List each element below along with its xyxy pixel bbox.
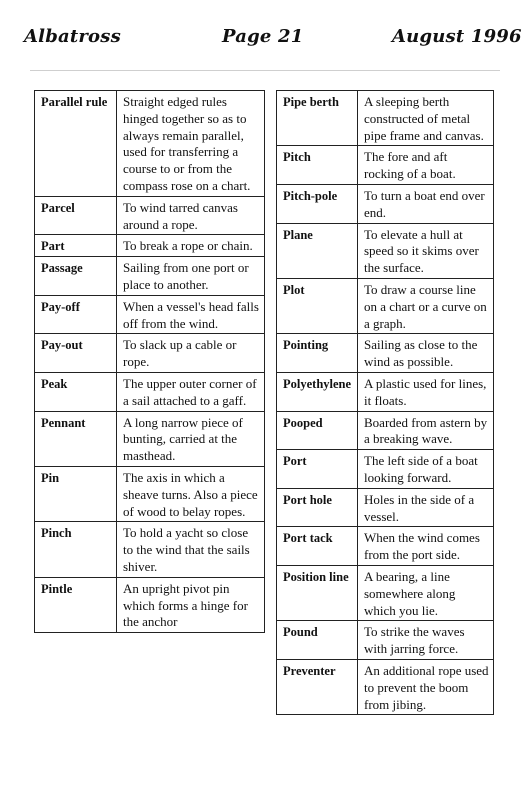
- glossary-definition: A sleeping berth constructed of metal pipe frame and canvas.: [358, 91, 494, 146]
- glossary-term: Pay-off: [35, 295, 117, 334]
- glossary-definition: To elevate a hull at speed so it skims over the surface.: [358, 223, 494, 278]
- publication-title: Albatross: [24, 26, 121, 47]
- glossary-term: Preventer: [277, 659, 358, 714]
- glossary-definition: The upper outer corner of a sail attached to a gaff.: [117, 372, 265, 411]
- glossary-row: [277, 565, 494, 620]
- glossary-term: Passage: [35, 257, 117, 296]
- glossary-definition: A long narrow piece of bunting, carried at the masthead.: [117, 411, 265, 466]
- glossary-term: Peak: [35, 372, 117, 411]
- glossary-term: Port tack: [277, 527, 358, 566]
- glossary-term: Pin: [35, 466, 117, 521]
- issue-date: August 1996: [392, 26, 522, 47]
- glossary-definition: Boarded from astern by a breaking wave.: [358, 411, 494, 450]
- glossary-term: Pitch-pole: [277, 184, 358, 223]
- glossary-term: Pintle: [35, 577, 117, 632]
- glossary-definition: The axis in which a sheave turns. Also a piece of wood to belay ropes.: [117, 466, 265, 521]
- glossary-row: [35, 295, 265, 334]
- glossary-row: [277, 527, 494, 566]
- glossary-definition: Holes in the side of a vessel.: [358, 488, 494, 527]
- glossary-definition: Straight edged rules hinged together so as to always remain parallel, used for transferring a course to or from the compass rose on a chart.: [117, 91, 265, 197]
- glossary-definition: The fore and aft rocking of a boat.: [358, 146, 494, 185]
- glossary-definition: The left side of a boat looking forward.: [358, 450, 494, 489]
- glossary-row: [277, 621, 494, 660]
- glossary-term: Pipe berth: [277, 91, 358, 146]
- glossary-term: Pointing: [277, 334, 358, 373]
- glossary-definition: To draw a course line on a chart or a curve on a graph.: [358, 278, 494, 333]
- glossary-table-left: [34, 90, 265, 633]
- glossary-term: Port hole: [277, 488, 358, 527]
- glossary-term: Parcel: [35, 196, 117, 235]
- glossary-row: [35, 411, 265, 466]
- glossary-row: [35, 257, 265, 296]
- glossary-definition: To wind tarred canvas around a rope.: [117, 196, 265, 235]
- glossary-row: [277, 450, 494, 489]
- glossary-row: [35, 466, 265, 521]
- glossary-term: Polyethylene: [277, 372, 358, 411]
- glossary-definition: An upright pivot pin which forms a hinge for the anchor: [117, 577, 265, 632]
- glossary-term: Part: [35, 235, 117, 257]
- glossary-term: Plot: [277, 278, 358, 333]
- glossary-row: [35, 235, 265, 257]
- glossary-row: [277, 659, 494, 714]
- glossary-definition: To turn a boat end over end.: [358, 184, 494, 223]
- glossary-row: [35, 196, 265, 235]
- glossary-definition: To break a rope or chain.: [117, 235, 265, 257]
- glossary-term: Pennant: [35, 411, 117, 466]
- glossary-row: [277, 334, 494, 373]
- glossary-term: Pitch: [277, 146, 358, 185]
- glossary-term: Pinch: [35, 522, 117, 577]
- glossary-definition: A plastic used for lines, it floats.: [358, 372, 494, 411]
- glossary-term: Parallel rule: [35, 91, 117, 197]
- glossary-term: Pooped: [277, 411, 358, 450]
- glossary-term: Plane: [277, 223, 358, 278]
- glossary-definition: An additional rope used to prevent the boom from jibing.: [358, 659, 494, 714]
- header-divider: [30, 70, 500, 71]
- glossary-row: [277, 372, 494, 411]
- glossary-row: [35, 522, 265, 577]
- glossary-row: [35, 372, 265, 411]
- glossary-row: [35, 577, 265, 632]
- glossary-definition: A bearing, a line somewhere along which you lie.: [358, 565, 494, 620]
- glossary-row: [277, 91, 494, 146]
- glossary-row: [277, 223, 494, 278]
- glossary-term: Position line: [277, 565, 358, 620]
- glossary-definition: When a vessel's head falls off from the wind.: [117, 295, 265, 334]
- glossary-row: [35, 334, 265, 373]
- glossary-term: Pay-out: [35, 334, 117, 373]
- glossary-definition: Sailing as close to the wind as possible.: [358, 334, 494, 373]
- glossary-row: [277, 184, 494, 223]
- page-number: Page 21: [222, 26, 304, 47]
- glossary-row: [277, 488, 494, 527]
- glossary-row: [277, 278, 494, 333]
- glossary-definition: To slack up a cable or rope.: [117, 334, 265, 373]
- glossary-definition: To strike the waves with jarring force.: [358, 621, 494, 660]
- glossary-row: [277, 411, 494, 450]
- glossary-term: Port: [277, 450, 358, 489]
- glossary-row: [35, 91, 265, 197]
- glossary-definition: To hold a yacht so close to the wind that the sails shiver.: [117, 522, 265, 577]
- glossary-definition: Sailing from one port or place to another.: [117, 257, 265, 296]
- glossary-table-right: [276, 90, 494, 715]
- glossary-definition: When the wind comes from the port side.: [358, 527, 494, 566]
- glossary-term: Pound: [277, 621, 358, 660]
- glossary-row: [277, 146, 494, 185]
